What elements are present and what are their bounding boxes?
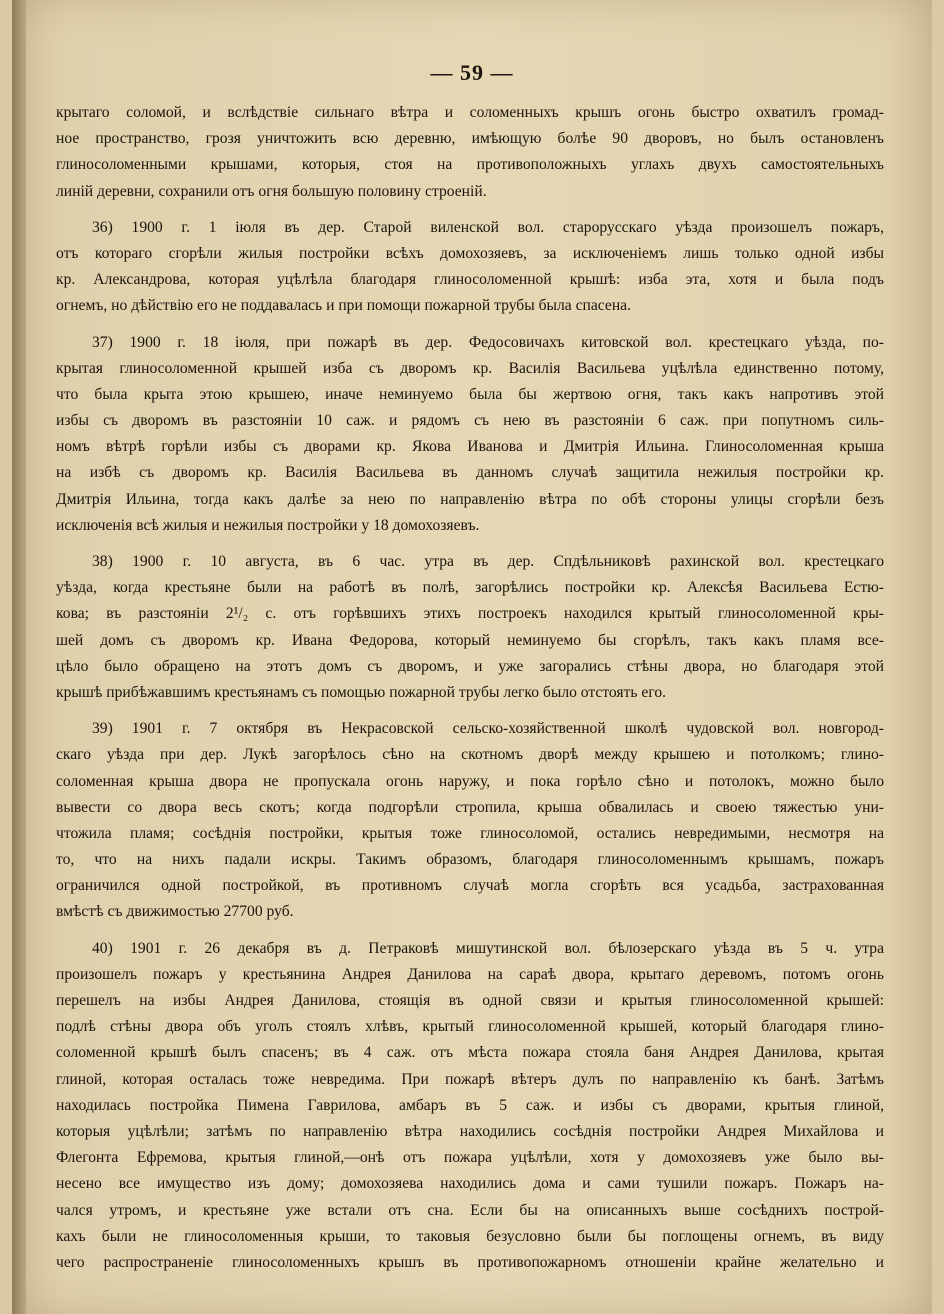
text-line: ное пространство, грозя уничтожить всю деревню, имѣющую болѣе 90 дворовъ, но былъ остановленъ [56,130,884,148]
paragraph [56,215,884,320]
text-line: то, что на нихъ падали искры. Такимъ образомъ, благодаря глиносоломеннымъ крышамъ, пожаръ [56,851,884,869]
text-line: вывести со двора весь скотъ; когда подгорѣли стропила, крыша обвалилась и своею тяжестью уни- [56,798,884,816]
text-line: крытаго соломой, и вслѣдствіе сильнаго вѣтра и соломенныхъ крышъ огонь быстро охватилъ громад- [56,104,884,121]
text-line: цѣло было обращено на этотъ домъ съ дворомъ, и уже загорались стѣны двора, но благодаря этой [56,657,884,675]
text-line: исключенія всѣ жилыя и нежилыя постройки у 18 домохозяевъ. [56,516,480,534]
text-line: ограничился одной постройкой, въ противномъ случаѣ могла сгорѣть вся усадьба, застрахованная [56,877,884,895]
paragraph-gap [56,706,884,716]
paragraph-gap [56,926,884,936]
text-line: на избѣ съ дворомъ кр. Василія Васильева въ данномъ случаѣ защитила нежилыя постройки кр. [56,464,884,482]
text-line: номъ вѣтрѣ горѣли избы съ дворами кр. Якова Иванова и Дмитрія Ильина. Глиносоломенная крыша [56,438,884,456]
text-line: скаго уѣзда при дер. Лукѣ загорѣлось сѣно на скотномъ дворѣ между крышею и потолкомъ; глино- [56,746,884,764]
text-line: подлѣ стѣны двора объ уголъ стоялъ хлѣвъ, крытый глиносоломенной крышей, который благодаря глино- [56,1018,884,1036]
text-line: 40) 1901 г. 26 декабря въ д. Петраковѣ мишутинской вол. бѣлозерскаго уѣзда въ 5 ч. утра [92,939,884,957]
text-line: избы съ дворомъ въ разстояніи 10 саж. и рядомъ съ нею въ разстояніи 6 саж. при попутномъ силь- [56,412,884,430]
text-line: глиносоломенными крышами, которыя, стоя на противоположныхъ углахъ двухъ самостоятельныхъ [56,156,884,174]
text-line: что была крыта этою крышею, иначе неминуемо была бы жертвою огня, такъ какъ напротивъ этой [56,385,884,403]
text-line: соломенной крышѣ былъ спасенъ; въ 4 саж. отъ мѣста пожара стояла баня Андрея Данилова, крытая [56,1044,884,1062]
text-line: Дмитрія Ильина, тогда какъ далѣе за нею по направленію вѣтра по обѣ стороны улицы сгорѣли безъ [56,490,884,508]
text-line: кова; въ разстояніи 2¹/₂ с. отъ горѣвшихъ этихъ построекъ находился крытый глиносоломенной кры- [56,605,884,623]
page-number: — 59 — [430,60,514,85]
text-line: перешелъ на избы Андрея Данилова, стоящія въ одной связи и крытыя глиносоломенной крышей: [56,992,884,1009]
text-line: чего распространеніе глиносоломенныхъ крышъ въ противопожарномъ отношеніи крайне желательно и [56,1253,884,1271]
text-line: Флегонта Ефремова, крытыя глиной,—онѣ отъ пожара уцѣлѣли, хотя у домохозяевъ уже было вы- [56,1149,884,1167]
text-line: вмѣстѣ съ движимостью 27700 руб. [56,903,294,921]
text-line: глиной, которая осталась тоже невредима. При пожарѣ вѣтеръ дулъ по направленію къ банѣ. Затѣмъ [56,1070,884,1088]
paragraph-gap [56,320,884,330]
text-line: 39) 1901 г. 7 октября въ Некрасовской сельско-хозяйственной школѣ чудовской вол. новгород- [92,720,884,738]
text-line: чался утромъ, и крестьяне уже встали отъ сна. Если бы на описанныхъ выше сосѣднихъ построй- [56,1201,884,1219]
text-line: уѣзда, когда крестьяне были на работѣ въ полѣ, загорѣлись постройки кр. Алексѣя Васильева Естю- [56,579,884,597]
text-line: которыя уцѣлѣли; затѣмъ по направленію вѣтра находились сосѣднія постройки Андрея Михайлова и [56,1122,884,1140]
paragraph [56,330,884,540]
paragraph [56,936,884,1276]
text-line: кахъ были не глиносоломенныя крыши, то таковыя безусловно были бы поглощены огнемъ, въ виду [56,1227,884,1245]
text-line: крытая глиносоломенной крышей изба съ дворомъ кр. Василія Васильева уцѣлѣла единственно потому, [56,359,884,377]
text-line: кр. Александрова, которая уцѣлѣла благодаря глиносоломенной крышѣ: изба эта, хотя и была подъ [56,271,884,289]
text-line: произошелъ пожаръ у крестьянина Андрея Данилова на сараѣ двора, крытаго деревомъ, потомъ огонь [56,965,884,983]
paragraph [56,100,884,205]
text-line: линій деревни, сохранили отъ огня большую половину строеній. [56,182,487,200]
text-line: чтожила пламя; сосѣднія постройки, крытыя тоже глиносоломой, остались невредимыми, несмотря на [56,824,884,842]
text-line: 36) 1900 г. 1 іюля въ дер. Старой виленской вол. старорусскаго уѣзда произошелъ пожаръ, [92,218,884,236]
text-line: шей домъ съ дворомъ кр. Ивана Федорова, который неминуемо бы сгорѣлъ, такъ какъ пламя все- [56,631,884,649]
paragraph [56,549,884,706]
paragraph [56,716,884,926]
text-line: соломенная крыша двора не пропускала огонь наружу, и пока горѣло сѣно и потолокъ, можно было [56,772,884,790]
paragraph-gap [56,205,884,215]
text-line: отъ котораго сгорѣли жилыя постройки всѣхъ домохозяевъ, за исключеніемъ лишь только одной избы [56,244,884,262]
body-text [56,100,884,1276]
text-line: крышѣ прибѣжавшимъ крестьянамъ съ помощью пожарной трубы легко было отстоять его. [56,683,667,701]
text-line: огнемъ, но дѣйствію его не поддавалась и при помощи пожарной трубы была спасена. [56,297,631,315]
text-line: 38) 1900 г. 10 августа, въ 6 час. утра въ дер. Спдѣльниковѣ рахинской вол. крестецкаго [92,553,884,570]
text-line: находилась постройка Пимена Гаврилова, амбаръ въ 5 саж. и избы съ дворами, крытыя глиной, [56,1096,884,1114]
paragraph-gap [56,539,884,549]
book-spine-edge [12,0,26,1314]
text-line: 37) 1900 г. 18 іюля, при пожарѣ въ дер. Федосовичахъ китовской вол. крестецкаго уѣзда, по- [92,333,884,351]
text-line: несено все имущество изъ дому; домохозяева находились дома и сами тушили пожаръ. Пожаръ на- [56,1175,884,1193]
